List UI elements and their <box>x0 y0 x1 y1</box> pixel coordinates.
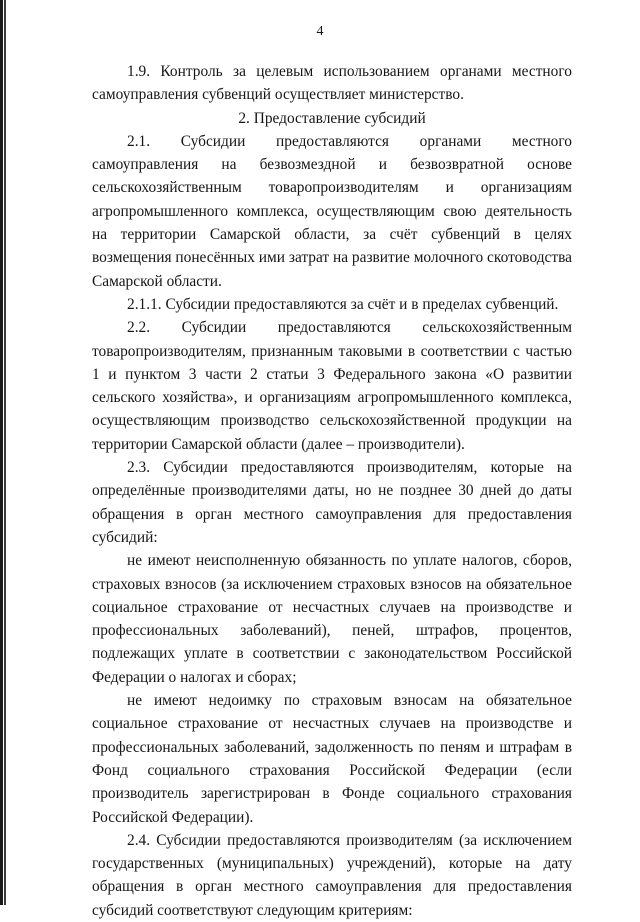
page-number: 4 <box>316 24 324 39</box>
scan-edge-shadow <box>4 0 6 905</box>
document-body <box>92 60 572 922</box>
paragraph-2-3: 2.3. Субсидии предоставляются производителям, которые на определённые производителями даты, но не позднее 30 дней до даты обращения в орган местного самоуправления для предоставления субсидий: <box>92 459 572 546</box>
scan-edge <box>0 0 3 905</box>
section-heading: 2. Предоставление субсидий <box>238 109 426 127</box>
paragraph-2-4: 2.4. Субсидии предоставляются производителям (за исключением государственных (муниципальных) учреждений), которые на дату обращения в орган местного самоуправления для предоставления субсидий соответствуют следующим критериям: <box>92 831 572 919</box>
paragraph-2-2: 2.2. Субсидии предоставляются сельскохозяйственным товаропроизводителям, признанным таковыми в соответствии с частью 1 и пунктом 3 части 2 статьи 3 Федерального закона «О развитии сельского хозяйства», и организациям агропромышленного комплекса, осуществляющим производство сельскохозяйственной продукции на территории Самарской области (далее – производители). <box>92 319 572 453</box>
paragraph-1-9: 1.9. Контроль за целевым использованием органами местного самоуправления субвенций осуществляет министерство. <box>92 63 572 104</box>
paragraph-2-1-1: 2.1.1. Субсидии предоставляются за счёт и в пределах субвенций. <box>127 295 559 313</box>
paragraph-2-3-item-1: не имеют неисполненную обязанность по уплате налогов, сборов, страховых взносов (за исключением страховых взносов на обязательное социальное страхование от несчастных случаев на производстве и профессиональных заболеваний), пеней, штрафов, процентов, подлежащих уплате в соответствии с законодательством Российской Федерации о налогах и сборах; <box>92 552 572 686</box>
paragraph-2-1: 2.1. Субсидии предоставляются органами местного самоуправления на безвозмездной и безвозвратной основе сельскохозяйственным товаропроизводителям и организациям агропромышленного комплекса, осуществляющим свою деятельность на территории Самарской области, за счёт субвенций в целях возмещения понесённых ими затрат на развитие молочного скотоводства Самарской области. <box>92 132 572 290</box>
paragraph-2-3-item-2: не имеют недоимку по страховым взносам на обязательное социальное страхование от несчастных случаев на производстве и профессиональных заболеваний, задолженность по пеням и штрафам в Фонд социального страхования Российской Федерации (если производитель зарегистрирован в Фонде социального страхования Российской Федерации). <box>92 692 572 826</box>
